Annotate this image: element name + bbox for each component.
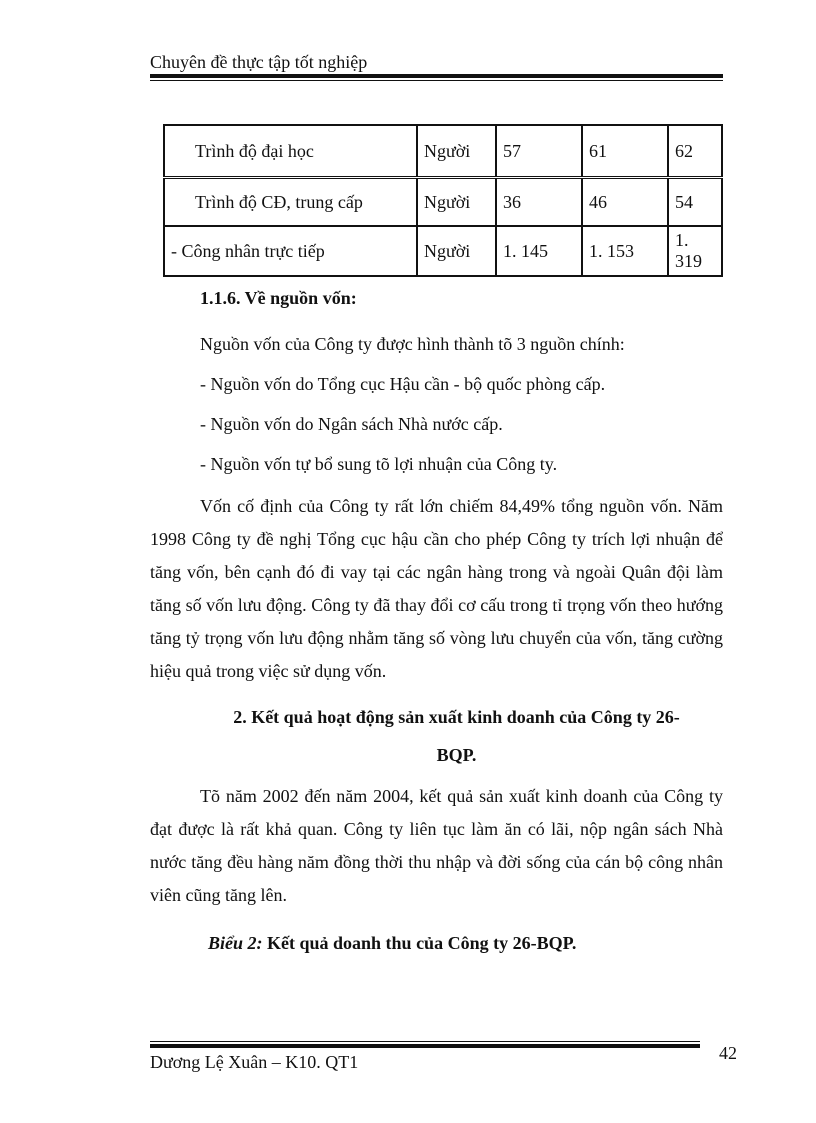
footer-rule — [150, 1044, 700, 1048]
table-cell: 1. 145 — [496, 226, 582, 276]
capital-heading: 1.1.6. Về nguồn vốn: — [200, 288, 357, 308]
header-rule — [150, 74, 723, 78]
capital-intro: Nguồn vốn của Công ty được hình thành tõ 3 nguồn chính: — [200, 334, 625, 354]
table-cell: 36 — [496, 178, 582, 227]
table-cell: 61 — [582, 125, 668, 178]
results-paragraph: Tõ năm 2002 đến năm 2004, kết quả sản xuất kinh doanh của Công ty đạt được là rất khả quan. Công ty liên tục làm ăn có lãi, nộp ngân sách Nhà nước tăng đều hàng năm đồng thời thu nhập và đời sống của cán bộ công nhân viên cũng tăng lên. — [150, 786, 723, 905]
results-heading-line: BQP. — [436, 745, 477, 765]
header-title: Chuyên đề thực tập tốt nghiệp — [150, 52, 368, 72]
table-cell: Trình độ đại học — [164, 125, 417, 178]
table-row — [164, 226, 722, 276]
capital-paragraph: Vốn cố định của Công ty rất lớn chiếm 84,49% tổng nguồn vốn. Năm 1998 Công ty đề nghị Tổng cục hậu cần cho phép Công ty trích lợi nhuận để tăng vốn, bên cạnh đó đi vay tại các ngân hàng trong và ngoài Quân đội làm tăng số vốn lưu động. Công ty đã thay đổi cơ cấu trong tỉ trọng vốn theo hướng tăng tỷ trọng vốn lưu động nhằm tăng số vòng lưu chuyển của vốn, tăng cường hiệu quả trong việc sử dụng vốn. — [150, 496, 723, 681]
chart-caption-label: Biểu 2: — [208, 933, 263, 953]
table-cell: Người — [417, 178, 496, 227]
table-cell: Người — [417, 226, 496, 276]
table-cell: 46 — [582, 178, 668, 227]
footer-rule-thin — [150, 1041, 700, 1042]
capital-source-item: - Nguồn vốn do Ngân sách Nhà nước cấp. — [200, 414, 503, 434]
chart-caption — [150, 926, 723, 960]
header-rule-thin — [150, 80, 723, 81]
capital-source-item: - Nguồn vốn tự bổ sung tõ lợi nhuận của Công ty. — [200, 454, 558, 474]
capital-source-item: - Nguồn vốn do Tổng cục Hậu cần - bộ quốc phòng cấp. — [200, 374, 606, 394]
chart-caption-text: Kết quả doanh thu của Công ty 26-BQP. — [262, 933, 577, 953]
table-cell: 57 — [496, 125, 582, 178]
table-row — [164, 125, 722, 178]
table-cell: 1. 319 — [668, 226, 722, 276]
page-number: 42 — [719, 1043, 737, 1063]
table-cell: Trình độ CĐ, trung cấp — [164, 178, 417, 227]
table-cell: 54 — [668, 178, 722, 227]
table-cell: 62 — [668, 125, 722, 178]
results-heading-line: 2. Kết quả hoạt động sản xuất kinh doanh của Công ty 26- — [233, 707, 680, 727]
results-heading — [150, 698, 723, 774]
document-body — [150, 283, 723, 960]
table-cell: 1. 153 — [582, 226, 668, 276]
footer-author: Dương Lệ Xuân – K10. QT1 — [150, 1052, 359, 1072]
table-row — [164, 178, 722, 227]
table-cell: - Công nhân trực tiếp — [164, 226, 417, 276]
table-cell: Người — [417, 125, 496, 178]
staff-qualification-table — [163, 124, 723, 277]
